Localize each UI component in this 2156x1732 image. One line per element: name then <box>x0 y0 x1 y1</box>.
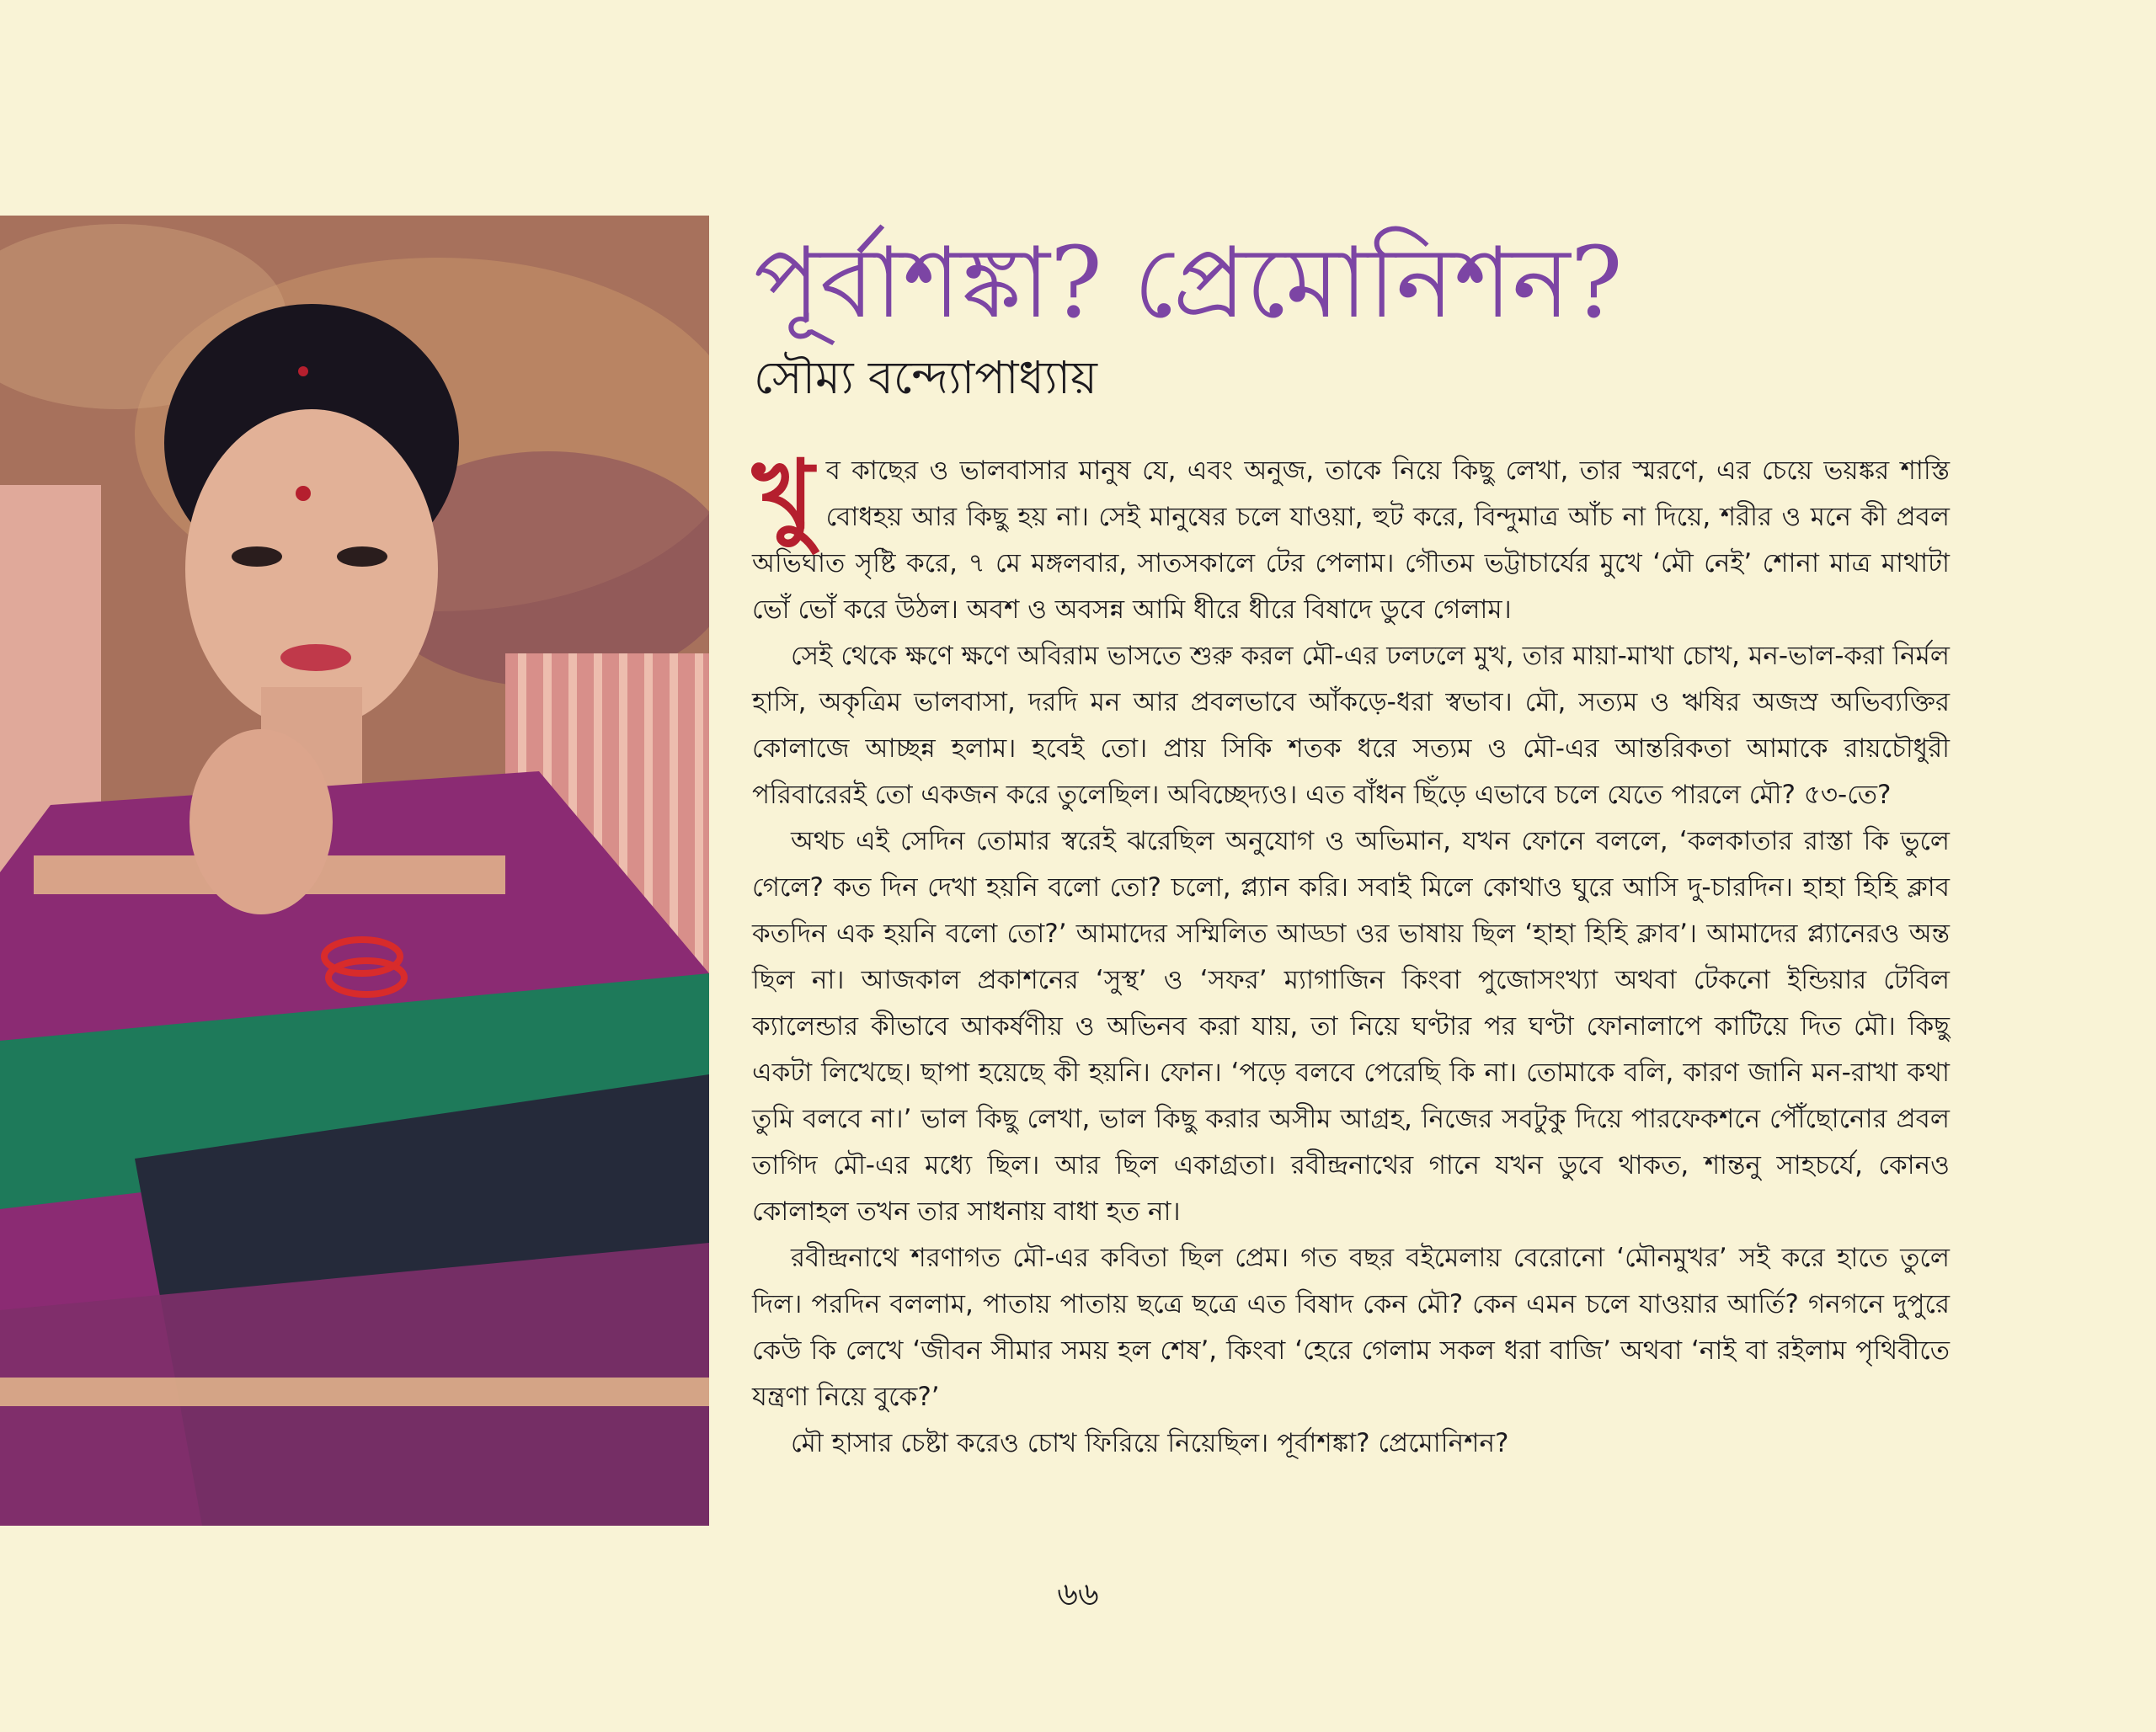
page-number: ৬৬ <box>1057 1575 1099 1612</box>
paragraph-3: অথচ এই সেদিন তোমার স্বরেই ঝরেছিল অনুযোগ ও অভিমান, যখন ফোনে বললে, ‘কলকাতার রাস্তা কি ভুলে গেলে? কত দিন দেখা হয়নি বলো তো? চলো, প্ল্যান করি। সবাই মিলে কোথাও ঘুরে আসি দু-চারদিন। হাহা হিহি ক্লাব কতদিন এক হয়নি বলো তো?’ আমাদের সম্মিলিত আড্ডা ওর ভাষায় ছিল ‘হাহা হিহি ক্লাব’। আমাদের প্ল্যানেরও অন্ত ছিল না। আজকাল প্রকাশনের ‘সুস্থ’ ও ‘সফর’ ম্যাগাজিন কিংবা পুজোসংখ্যা অথবা টেকনো ইন্ডিয়ার টেবিল ক্যালেন্ডার কীভাবে আকর্ষণীয় ও অভিনব করা যায়, তা নিয়ে ঘণ্টার পর ঘণ্টা ফোনালাপে কাটিয়ে দিত মৌ। কিছু একটা লিখেছে। ছাপা হয়েছে কী হয়নি। ফোন। ‘পড়ে বলবে পেরেছি কি না। তোমাকে বলি, কারণ জানি মন-রাখা কথা তুমি বলবে না।’ ভাল কিছু লেখা, ভাল কিছু করার অসীম আগ্রহ, নিজের সবটুকু দিয়ে পারফেকশনে পৌঁছোনোর প্রবল তাগিদ মৌ-এর মধ্যে ছিল। আর ছিল একাগ্রতা। রবীন্দ্রনাথের গানে যখন ডুবে থাকত, শান্তনু সাহচর্যে, কোনও কোলাহল তখন তার সাধনায় বাধা হত না। <box>752 826 1950 1227</box>
paragraph-1-text: ব কাছের ও ভালবাসার মানুষ যে, এবং অনুজ, তাকে নিয়ে কিছু লেখা, তার স্মরণে, এর চেয়ে ভয়ঙ্কর শাস্তি বোধহয় আর কিছু হয় না। সেই মানুষের চলে যাওয়া, হুট করে, বিন্দুমাত্র আঁচ না দিয়ে, শরীর ও মনে কী প্রবল অভিঘাত সৃষ্টি করে, ৭ মে মঙ্গলবার, সাতসকালে টের পেলাম। গৌতম ভট্টাচার্যের মুখে ‘মৌ নেই’ শোনা মাত্র মাথাটা ভোঁ ভোঁ করে উঠল। অবশ ও অবসন্ন আমি ধীরে ধীরে বিষাদে ডুবে গেলাম। <box>752 456 1950 625</box>
paragraph-1 <box>752 440 1950 633</box>
article-author: সৌম্য বন্দ্যোপাধ্যায় <box>754 351 1097 404</box>
article-body <box>752 440 1950 1467</box>
portrait-illustration <box>0 216 709 1526</box>
portrait-photo <box>0 216 709 1526</box>
paragraph-2: সেই থেকে ক্ষণে ক্ষণে অবিরাম ভাসতে শুরু করল মৌ-এর ঢলঢলে মুখ, তার মায়া-মাখা চোখ, মন-ভাল-করা নির্মল হাসি, অকৃত্রিম ভালবাসা, দরদি মন আর প্রবলভাবে আঁকড়ে-ধরা স্বভাব। মৌ, সত্যম ও ঋষির অজস্র অভিব্যক্তির কোলাজে আচ্ছন্ন হলাম। হবেই তো। প্রায় সিকি শতক ধরে সত্যম ও মৌ-এর আন্তরিকতা আমাকে রায়চৌধুরী পরিবারেরই তো একজন করে তুলেছিল। অবিচ্ছেদ্যও। এত বাঁধন ছিঁড়ে এভাবে চলে যেতে পারলে মৌ? ৫৩-তে? <box>752 641 1950 810</box>
drop-cap: খু <box>752 440 814 550</box>
paragraph-5: মৌ হাসার চেষ্টা করেও চোখ ফিরিয়ে নিয়েছিল। পূর্বাশঙ্কা? প্রেমোনিশন? <box>791 1428 1509 1458</box>
paragraph-4: রবীন্দ্রনাথে শরণাগত মৌ-এর কবিতা ছিল প্রেম। গত বছর বইমেলায় বেরোনো ‘মৌনমুখর’ সই করে হাতে তুলে দিল। পরদিন বললাম, পাতায় পাতায় ছত্রে ছত্রে এত বিষাদ কেন মৌ? কেন এমন চলে যাওয়ার আর্তি? গনগনে দুপুরে কেউ কি লেখে ‘জীবন সীমার সময় হল শেষ’, কিংবা ‘হেরে গেলাম সকল ধরা বাজি’ অথবা ‘নাই বা রইলাম পৃথিবীতে যন্ত্রণা নিয়ে বুকে?’ <box>752 1243 1950 1412</box>
article-title: পূর্বাশঙ্কা? প্রেমোনিশন? <box>754 226 1623 340</box>
